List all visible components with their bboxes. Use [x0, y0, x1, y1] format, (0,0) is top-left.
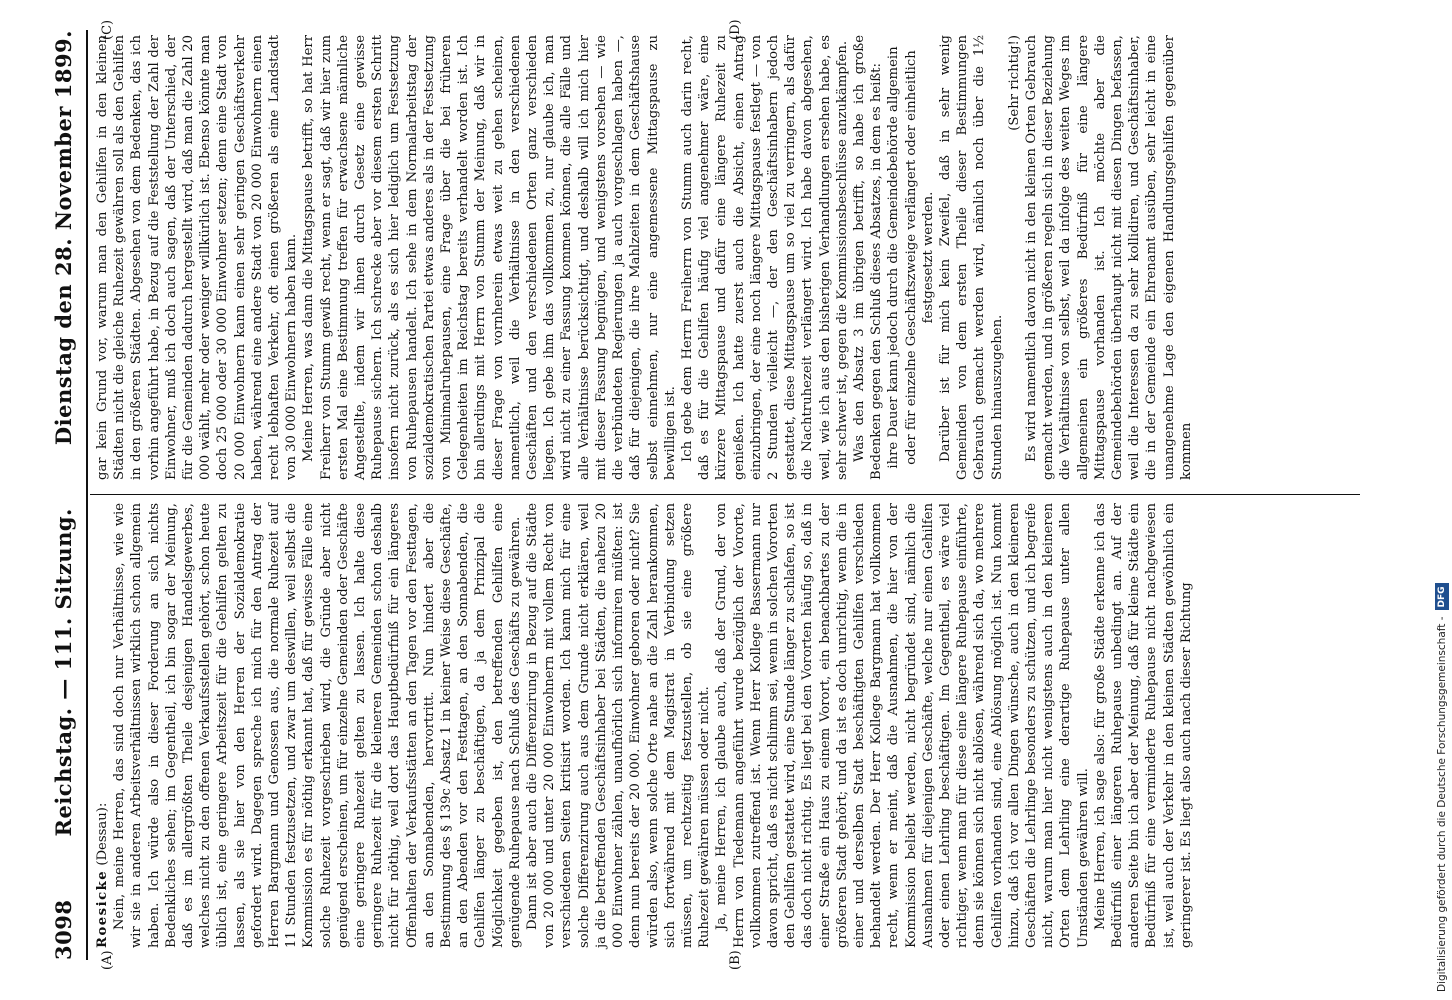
speaker-line — [94, 503, 111, 948]
digitization-note — [1410, 8, 1448, 992]
speaker-name: Roesicke — [95, 869, 110, 948]
session-date: Dienstag den 28. November 1899. — [50, 30, 76, 446]
speaker-affiliation: (Dessau): — [95, 802, 110, 870]
paragraph: Darüber ist für mich kein Zweifel, daß in sehr wenig Gemeinden von dem ersten Theile dieser Bestimmungen Gebrauch gemacht werden wird, nämlich noch über die 1½ Stunden hinauszugehen. — [937, 35, 1005, 480]
page-number: 3098 — [50, 899, 76, 960]
left-column — [94, 503, 1360, 948]
header-rule — [86, 30, 88, 960]
column-divider — [90, 494, 1360, 495]
paragraph: Meine Herren, was dann die Mittagspause betrifft, so hat Herr Freiherr von Stumm gewiß recht, wenn er sagt, daß wir hier zum ersten Mal eine Bestimmung treffen für erwachsene männliche Angestellte, indem wir ihnen durch Gesetz eine gewisse Ruhepause sichern. Ich schrecke aber vor diesem ersten Schritt insofern nicht zurück, als es sich hier lediglich um Festsetzung von Ruhepausen handelt. Ich sehe in dem Normalarbeitstag der sozialdemokratischen Partei etwas anderes als in der Festsetzung von Minimalruhepausen, eine Frage über die bei früheren Gelegenheiten im Reichstag bereits verhandelt worden ist. Ich bin allerdings mit Herrn von Stumm der Meinung, daß wir in dieser Frage von vornherein etwas weit zu gehen scheinen, namentlich, weil die Verhältnisse in den verschiedenen Geschäften und den verschiedenen Orten ganz verschieden liegen. Ich gebe ihm das vollkommen zu, nur glaube ich, man wird nicht zu einer Fassung kommen können, die alle Fälle und alle Verhältnisse berücksichtigt, und deshalb will ich mich hier mit dieser Fassung begnügen, und wenigstens vorsehen — wie die verbündeten Regierungen ja auch vorgeschlagen haben —, daß für diejenigen, die ihre Mahlzeiten in dem Geschäftshause selbst einnehmen, nur eine angemessene Mittagspause zu bewilligen ist. — [301, 35, 678, 480]
session-title: Reichstag. — 111. Sitzung. — [50, 508, 76, 837]
digitization-note-text: Digitalisierung gefördert durch die Deutsche Forschungsgemeinschaft - — [1436, 616, 1448, 992]
paragraph: Meine Herren, ich sage also: für große Städte erkenne ich das Bedürfniß einer längeren Ruhepause unbedingt an. Auf der anderen Seite bin ich aber der Meinung, daß für kleine Städte ein Bedürfniß für eine verminderte Ruhepause nicht nachgewiesen ist, weil auch der Verkehr in den kleinen Städten gewöhnlich ein geringerer ist. Es liegt also auch nach dieser Richtung — [1092, 503, 1194, 948]
margin-mark-b: (B) — [728, 950, 743, 970]
margin-mark-a: (A) — [100, 950, 115, 970]
margin-mark-c: (C) — [100, 19, 115, 40]
document-sheet — [8, 0, 1388, 1000]
paragraph: Ja, meine Herren, ich glaube auch, daß der Grund, der von Herrn von Tiedemann angeführt wurde bezüglich der Vororte, vollkommen zutreffend ist. Wenn Herr Kollege Bassermann nur davon spricht, daß es nicht schlimm sei, wenn in solchen Vororten den Gehilfen gestattet wird, eine Stunde länger zu schlafen, so ist das doch nicht richtig. Es liegt bei den Vororten häufig so, daß in einer Straße ein Haus zu einem Vorort, ein benachbartes zu der größeren Stadt gehört; und da ist es doch unrichtig, wenn die in einer und derselben Stadt beschäftigten Gehilfen verschieden behandelt werden. Der Herr Kollege Bargmann hat vollkommen recht, wenn er meint, daß die Ausnahmen, die hier von der Kommission beliebt werden, nicht begründet sind, nämlich die Ausnahmen für diejenigen Geschäfte, welche nur einen Gehilfen oder einen Lehrling beschäftigen. Im Gegentheil, es wäre viel richtiger, wenn man für diese eine längere Ruhepause einführte, denn sie können sich nicht ablösen, während sich da, wo mehrere Gehilfen vorhanden sind, eine Ablösung möglich ist. Nun kommt hinzu, daß ich vor allen Dingen wünsche, auch in den kleineren Geschäften die Lehrlinge besonders zu schützen, und ich begreife nicht, warum man hier nicht wenigstens auch in den kleineren Orten dem Lehrling eine derartige Ruhepause unter allen Umständen gewähren will. — [714, 503, 1091, 948]
dfg-logo: DFG — [1435, 583, 1449, 610]
paragraph: Nein, meine Herren, das sind doch nur Verhältnisse, wie wie wir sie in anderen Arbeitsverhältnissen wirklich schon allgemein haben. Ich würde also in dieser Forderung an sich nichts Bedenkliches sehen; im Gegentheil, ich bin sogar der Meinung, daß es im allergrößten Theile desjenigen Handelsgewerbes, welches nicht zu den offenen Verkaufsstellen gehört, schon heute üblich ist, eine geringere Arbeitszeit für die Gehilfen gelten zu lassen, als sie hier von den Herren der Sozialdemokratie gefordert wird. Dagegen spreche ich mich für den Antrag der Herren Bargmann und Genossen aus, die normale Ruhezeit auf 11 Stunden festzusetzen, und zwar um deswillen, weil selbst die Kommission es für nöthig erkannt hat, daß für gewisse Fälle eine solche Ruhezeit vorgeschrieben wird, die Gründe aber nicht genügend erscheinen, um für einzelne Gemeinden oder Geschäfte eine geringere Ruhezeit gelten zu lassen. Ich halte diese geringere Ruhezeit für die kleineren Gemeinden schon deshalb nicht für nöthig, weil dort das Hauptbedürfniß für ein längeres Offenhalten der Verkaufsstätten an den Tagen vor den Festtagen, an den Sonnabenden, hervortritt. Nun hindert aber die Bestimmung des § 139c Absatz 1 in keiner Weise diese Geschäfte, an den Abenden vor den Festtagen, an den Sonnabenden, die Gehilfen länger zu beschäftigen, da ja dem Prinzipal die Möglichkeit gegeben ist, den betreffenden Gehilfen eine genügende Ruhepause nach Schluß des Geschäfts zu gewähren. — [112, 503, 523, 948]
paragraph: Dann ist aber auch die Differenzirung in Bezug auf die Städte von 20 000 und unter 20 000 Einwohnern mit vollem Recht von verschiedenen Seiten kritisirt worden. Ich kann mich für eine solche Differenzirung auch aus dem Grunde nicht erklären, weil ja die betreffenden Geschäftsinhaber bei Städten, die nahezu 20 000 Einwohner zählen, unaufhörlich sich informiren müßten: ist denn nun bereits der 20 000. Einwohner geboren oder nicht? Sie würden also, wenn solche Orte nahe an die Zahl herankommen, sich fortwährend mit dem Magistrat in Verbindung setzen müssen, um rechtzeitig festzustellen, ob sie eine größere Ruhezeit gewähren müssen oder nicht. — [525, 503, 713, 948]
right-column — [94, 35, 1360, 480]
paragraph: Was den Absatz 3 im übrigen betrifft, so habe ich große Bedenken gegen den Schluß dieses Absatzes, in dem es heißt: — [851, 35, 885, 480]
margin-mark-d: (D) — [728, 19, 743, 40]
quotation: ihre Dauer kann jedoch durch die Gemeindebehörde allgemein oder für einzelne Geschäftszweige verlängert oder einheitlich festgesetzt werden. — [886, 46, 936, 469]
interjection: (Sehr richtig!) — [1006, 35, 1022, 131]
page-header — [46, 30, 80, 960]
paragraph: gar kein Grund vor, warum man den Gehilfen in den kleinen Städten nicht die gleiche Ruhezeit gewähren soll als den Gehilfen in den größeren Städten. Abgesehen von dem Bedenken, das ich vorhin angeführt habe, in Bezug auf die Feststellung der Zahl der Einwohner, muß ich doch auch sagen, daß der Unterschied, der für die Gemeinden dadurch hergestellt wird, daß man die Zahl 20 000 wählt, mehr oder weniger willkürlich ist. Ebenso könnte man doch 25 000 oder 30 000 Einwohner setzen; denn eine Stadt von 20 000 Einwohnern kann einen sehr geringen Geschäftsverkehr haben, während eine andere Stadt von 20 000 Einwohnern einen recht lebhaften Verkehr, oft einen größeren als eine Landstadt von 30 000 Einwohnern haben kann. — [95, 35, 300, 480]
paragraph: Es wird namentlich davon nicht in den kleinen Orten Gebrauch gemacht werden, und in größeren regeln sich in dieser Beziehung die Verhältnisse von selbst, weil da infolge des weiten Weges im allgemeinen ein größeres Bedürfniß für eine längere Mittagspause vorhanden ist. Ich möchte aber die Gemeindebehörden überhaupt nicht mit diesen Dingen befassen, weil die Interessen da zu sehr kollidiren, und Geschäftsinhaber, die in der Gemeinde ein Ehrenamt ausüben, sehr leicht in eine unangenehme Lage den eigenen Handlungsgehilfen gegenüber kommen — [1023, 35, 1194, 480]
paragraph: Ich gebe dem Herrn Freiherrn von Stumm auch darin recht, daß es für die Gehilfen häufig viel angenehmer wäre, eine kürzere Mittagspause und dafür eine längere Ruhezeit zu genießen. Ich hatte zuerst auch die Absicht, einen Antrag einzubringen, der eine noch längere Mittagspause festlegt — von 2 Stunden vielleicht —, der den Geschäftsinhabern jedoch gestattet, diese Mittagspause um so viel zu verringern, als dafür die Nachtruhezeit verlängert wird. Ich habe davon abgesehen, weil, wie ich aus den bisherigen Verhandlungen ersehen habe, es sehr schwer ist, gegen die Kommissionsbeschlüsse anzukämpfen. — [679, 35, 850, 480]
